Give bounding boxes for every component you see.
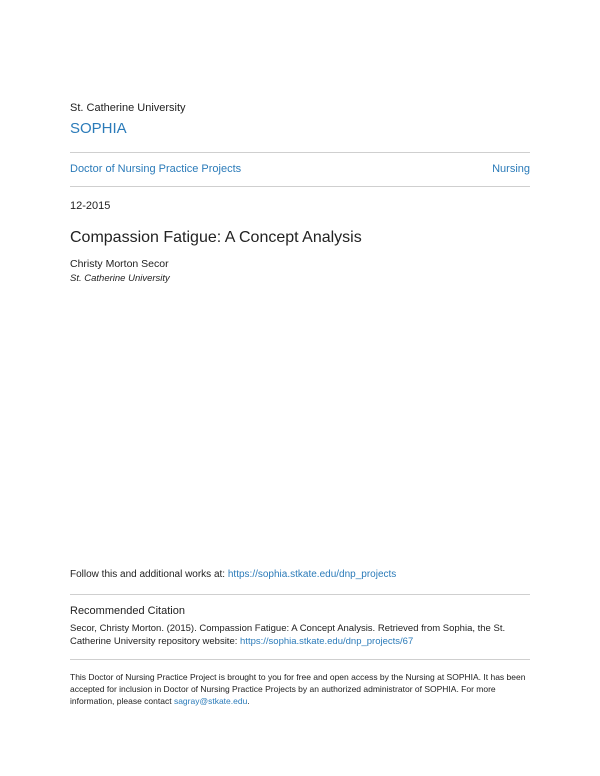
repository-link[interactable]: SOPHIA (70, 120, 127, 137)
footer-body: This Doctor of Nursing Practice Project is brought to you for free and open access by the Nursing at SOPHIA. It has been accepted for inclusion in Doctor of Nursing Practice Projects by an authorized administrator of SOPHIA. For more information, please contact (70, 672, 526, 706)
follow-link[interactable]: https://sophia.stkate.edu/dnp_projects (227, 569, 397, 580)
publication-date: 12-2015 (70, 200, 111, 212)
footer-notice (70, 671, 535, 707)
top-divider (70, 152, 530, 153)
citation-body: Secor, Christy Morton. (2015). Compassion Fatigue: A Concept Analysis. Retrieved from Sophia, the St. Catherine University repository website: (70, 623, 506, 647)
citation-divider (70, 594, 530, 595)
citation-heading: Recommended Citation (70, 605, 185, 617)
citation-link[interactable]: https://sophia.stkate.edu/dnp_projects/67 (240, 636, 414, 647)
footer-divider (70, 659, 530, 660)
author-affiliation: St. Catherine University (70, 273, 170, 284)
follow-line (70, 569, 396, 580)
follow-prefix: Follow this and additional works at: (70, 569, 228, 580)
citation-text (70, 622, 535, 648)
contact-email-link[interactable]: sagray@stkate.edu (173, 696, 248, 706)
nav-divider (70, 186, 530, 187)
institution-name: St. Catherine University (70, 102, 186, 114)
article-title: Compassion Fatigue: A Concept Analysis (70, 229, 362, 246)
footer-suffix: . (247, 696, 250, 706)
department-link[interactable]: Nursing (492, 163, 530, 175)
author-name: Christy Morton Secor (70, 258, 169, 270)
series-link[interactable]: Doctor of Nursing Practice Projects (70, 163, 242, 175)
